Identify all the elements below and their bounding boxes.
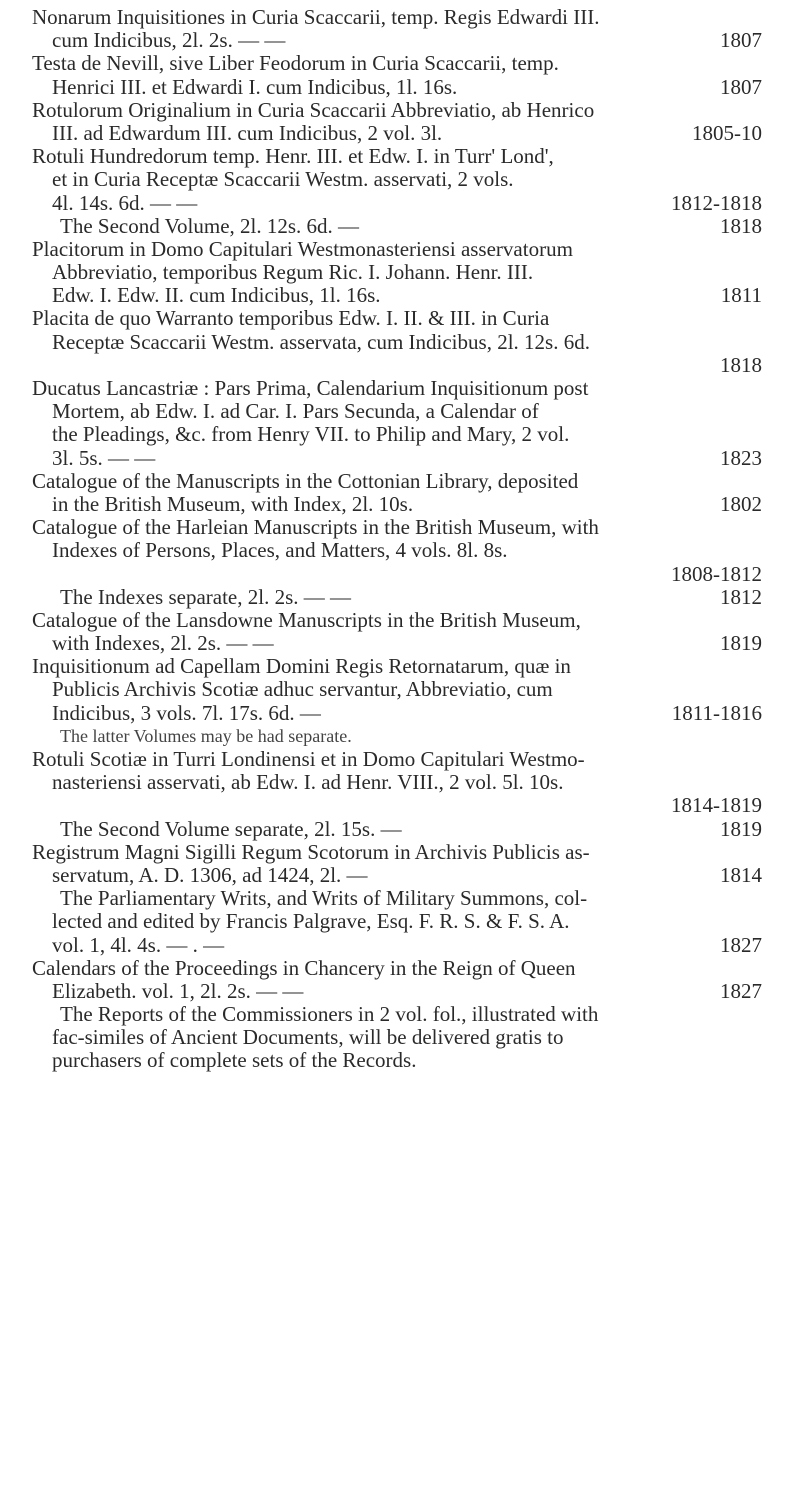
entry-text: III. ad Edwardum III. cum Indicibus, 2 vol. 3l.	[52, 120, 443, 145]
entry-text: The Second Volume, 2l. 12s. 6d. —	[60, 213, 360, 238]
entry-text: purchasers of complete sets of the Records.	[52, 1048, 417, 1073]
catalogue-line	[0, 818, 800, 841]
entry-year: 1823	[720, 445, 762, 470]
entry-text: The Parliamentary Writs, and Writs of Military Summons, col-	[60, 886, 588, 911]
catalogue-line	[0, 563, 800, 586]
entry-text: Indicibus, 3 vols. 7l. 17s. 6d. —	[52, 700, 321, 725]
entry-text: vol. 1, 4l. 4s. — . —	[52, 932, 225, 957]
entry-text: cum Indicibus, 2l. 2s. — —	[52, 28, 286, 53]
catalogue-line	[0, 516, 800, 539]
catalogue-line	[0, 168, 800, 191]
catalogue-line	[0, 284, 800, 307]
entry-text: servatum, A. D. 1306, ad 1424, 2l. —	[52, 862, 368, 887]
entry-text: Publicis Archivis Scotiæ adhuc servantur, Abbreviatio, cum	[52, 677, 553, 702]
catalogue-line	[0, 238, 800, 261]
entry-text: Rotuli Hundredorum temp. Henr. III. et Edw. I. in Turr' Lond',	[32, 144, 554, 169]
catalogue-line	[0, 145, 800, 168]
entry-text: Rotuli Scotiæ in Turri Londinensi et in Domo Capitulari Westmo-	[32, 747, 585, 771]
entry-text: Elizabeth. vol. 1, 2l. 2s. — —	[52, 978, 304, 1003]
entry-text: fac-similes of Ancient Documents, will be delivered gratis to	[52, 1025, 564, 1050]
catalogue-line	[0, 980, 800, 1003]
entry-text: 3l. 5s. — —	[52, 445, 156, 470]
entry-year: 1827	[720, 932, 762, 957]
catalogue-line	[0, 192, 800, 215]
entry-year: 1811	[720, 283, 762, 308]
entry-year: 1814	[720, 862, 762, 887]
entry-text: 4l. 14s. 6d. — —	[52, 190, 198, 215]
catalogue-entries	[0, 6, 800, 1073]
entry-text: Placitorum in Domo Capitulari Westmonasteriensi asservatorum	[32, 236, 573, 261]
catalogue-line	[0, 632, 800, 655]
entry-year: 1814-1819	[671, 793, 762, 818]
catalogue-line	[0, 6, 800, 29]
entry-year: 1807	[720, 28, 762, 53]
catalogue-line	[0, 331, 800, 354]
entry-text: Catalogue of the Harleian Manuscripts in the British Museum, with	[32, 515, 599, 540]
catalogue-line	[0, 447, 800, 470]
entry-text: Registrum Magni Sigilli Regum Scotorum in Archivis Publicis as-	[32, 839, 590, 864]
entry-year: 1819	[720, 816, 762, 841]
entry-text: Abbreviatio, temporibus Regum Ric. I. Johann. Henr. III.	[52, 260, 534, 285]
entry-text: Rotulorum Originalium in Curia Scaccarii Abbreviatio, ab Henrico	[32, 97, 595, 122]
catalogue-line	[0, 864, 800, 887]
entry-year: 1818	[720, 213, 762, 238]
catalogue-line	[0, 586, 800, 609]
catalogue-line	[0, 794, 800, 817]
catalogue-line	[0, 52, 800, 75]
entry-text: lected and edited by Francis Palgrave, Esq. F. R. S. & F. S. A.	[52, 909, 570, 934]
entry-year: 1827	[720, 978, 762, 1003]
entry-text: Henrici III. et Edwardi I. cum Indicibus, 1l. 16s.	[52, 74, 458, 99]
entry-text: in the British Museum, with Index, 2l. 10s.	[52, 491, 414, 516]
entry-year: 1805-10	[692, 120, 762, 145]
catalogue-line	[0, 215, 800, 238]
entry-text: et in Curia Receptæ Scaccarii Westm. asservati, 2 vols.	[52, 167, 514, 192]
catalogue-line	[0, 771, 800, 794]
entry-text: nasteriensi asservati, ab Edw. I. ad Henr. VIII., 2 vol. 5l. 10s.	[52, 770, 564, 795]
catalogue-line	[0, 354, 800, 377]
entry-text: Mortem, ab Edw. I. ad Car. I. Pars Secunda, a Calendar of	[52, 399, 539, 424]
entry-text: Ducatus Lancastriæ : Pars Prima, Calendarium Inquisitionum post	[32, 376, 589, 400]
catalogue-line	[0, 307, 800, 330]
catalogue-line	[0, 1049, 800, 1072]
catalogue-line	[0, 841, 800, 864]
entry-text: Edw. I. Edw. II. cum Indicibus, 1l. 16s.	[52, 283, 381, 308]
catalogue-line	[0, 400, 800, 423]
catalogue-line	[0, 377, 800, 400]
catalogue-line	[0, 493, 800, 516]
catalogue-line	[0, 934, 800, 957]
catalogue-line	[0, 261, 800, 284]
catalogue-line	[0, 725, 800, 748]
catalogue-line	[0, 423, 800, 446]
catalogue-line	[0, 702, 800, 725]
entry-year: 1811-1816	[671, 700, 762, 725]
entry-text: Calendars of the Proceedings in Chancery in the Reign of Queen	[32, 955, 576, 980]
entry-year: 1807	[720, 74, 762, 99]
catalogue-line	[0, 470, 800, 493]
catalogue-line	[0, 609, 800, 632]
entry-year: 1808-1812	[671, 561, 762, 586]
catalogue-line	[0, 76, 800, 99]
catalogue-line	[0, 957, 800, 980]
catalogue-line	[0, 1026, 800, 1049]
catalogue-line	[0, 678, 800, 701]
entry-year: 1812-1818	[671, 190, 762, 215]
catalogue-line	[0, 910, 800, 933]
entry-text: Catalogue of the Manuscripts in the Cottonian Library, deposited	[32, 468, 579, 493]
entry-text: The Indexes separate, 2l. 2s. — —	[60, 584, 351, 609]
catalogue-line	[0, 748, 800, 771]
catalogue-line	[0, 99, 800, 122]
entry-text: Testa de Nevill, sive Liber Feodorum in Curia Scaccarii, temp.	[32, 51, 559, 76]
entry-text: The latter Volumes may be had separate.	[60, 725, 352, 746]
entry-text: Placita de quo Warranto temporibus Edw. I. II. & III. in Curia	[32, 306, 550, 331]
entry-year: 1819	[720, 631, 762, 656]
entry-text: Receptæ Scaccarii Westm. asservata, cum Indicibus, 2l. 12s. 6d.	[52, 329, 590, 354]
entry-text: Indexes of Persons, Places, and Matters, 4 vols. 8l. 8s.	[52, 538, 508, 563]
entry-text: The Reports of the Commissioners in 2 vol. fol., illustrated with	[60, 1002, 599, 1027]
entry-text: with Indexes, 2l. 2s. — —	[52, 631, 274, 656]
entry-text: Inquisitionum ad Capellam Domini Regis Retornatarum, quæ in	[32, 654, 571, 679]
entry-text: the Pleadings, &c. from Henry VII. to Philip and Mary, 2 vol.	[52, 422, 570, 447]
entry-text: Catalogue of the Lansdowne Manuscripts in the British Museum,	[32, 607, 581, 632]
catalogue-line	[0, 655, 800, 678]
entry-text: Nonarum Inquisitiones in Curia Scaccarii, temp. Regis Edwardi III.	[32, 5, 600, 29]
catalogue-line	[0, 122, 800, 145]
catalogue-line	[0, 1003, 800, 1026]
catalogue-line	[0, 539, 800, 562]
entry-text: The Second Volume separate, 2l. 15s. —	[60, 816, 402, 841]
entry-year: 1812	[720, 584, 762, 609]
catalogue-line	[0, 887, 800, 910]
entry-year: 1802	[720, 491, 762, 516]
catalogue-line	[0, 29, 800, 52]
entry-year: 1818	[720, 352, 762, 377]
